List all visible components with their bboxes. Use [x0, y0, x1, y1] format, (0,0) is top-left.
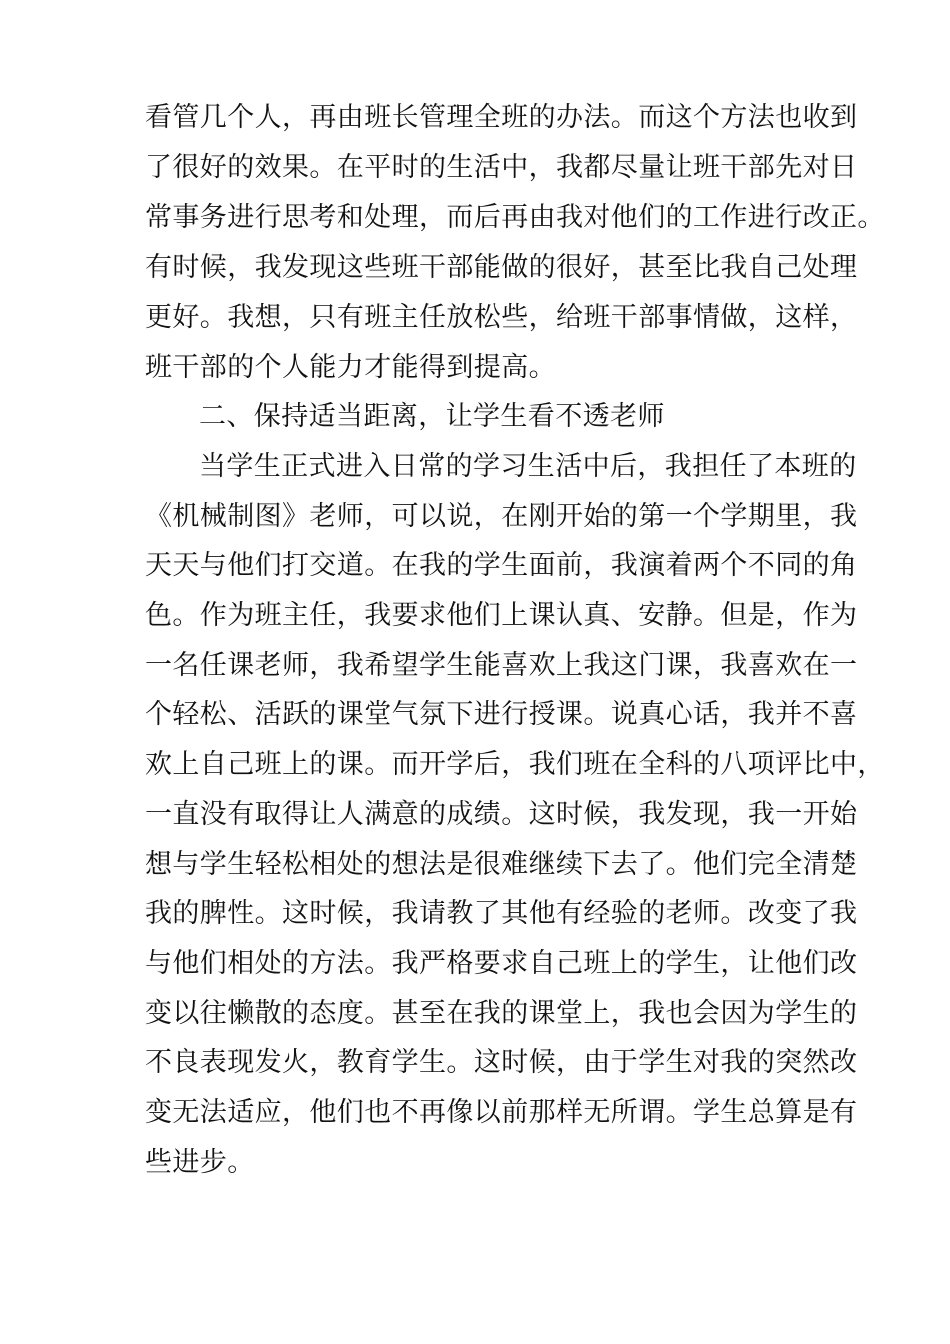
text-line: 一直没有取得让人满意的成绩。这时候，我发现，我一开始 [145, 799, 858, 830]
text-line: 与他们相处的方法。我严格要求自己班上的学生，让他们改 [145, 948, 858, 979]
section-heading: 二、保持适当距离，让学生看不透老师 [199, 401, 665, 432]
text-line: 了很好的效果。在平时的生活中，我都尽量让班干部先对日 [145, 152, 858, 183]
text-line: 常事务进行思考和处理，而后再由我对他们的工作进行改正。 [145, 202, 885, 233]
text-line: 当学生正式进入日常的学习生活中后，我担任了本班的 [199, 451, 857, 482]
text-line: 天天与他们打交道。在我的学生面前，我演着两个不同的角 [145, 550, 858, 581]
text-line: 变以往懒散的态度。甚至在我的课堂上，我也会因为学生的 [145, 998, 858, 1029]
text-line: 个轻松、活跃的课堂气氛下进行授课。说真心话，我并不喜 [145, 699, 858, 730]
text-line: 想与学生轻松相处的想法是很难继续下去了。他们完全清楚 [145, 849, 858, 880]
text-line: 班干部的个人能力才能得到提高。 [145, 352, 556, 383]
text-line: 不良表现发火，教育学生。这时候，由于学生对我的突然改 [145, 1047, 858, 1078]
text-line: 色。作为班主任，我要求他们上课认真、安静。但是，作为 [145, 600, 858, 631]
text-line: 欢上自己班上的课。而开学后，我们班在全科的八项评比中， [145, 749, 885, 780]
text-line: 我的脾性。这时候，我请教了其他有经验的老师。改变了我 [145, 898, 858, 929]
text-line: 更好。我想，只有班主任放松些，给班干部事情做，这样， [145, 302, 858, 333]
text-line: 有时候，我发现这些班干部能做的很好，甚至比我自己处理 [145, 252, 858, 283]
text-line: 变无法适应，他们也不再像以前那样无所谓。学生总算是有 [145, 1097, 858, 1128]
text-line: 《机械制图》老师，可以说，在刚开始的第一个学期里，我 [145, 501, 858, 532]
text-line: 一名任课老师，我希望学生能喜欢上我这门课，我喜欢在一 [145, 650, 858, 681]
text-line: 看管几个人，再由班长管理全班的办法。而这个方法也收到 [145, 102, 858, 133]
text-line: 些进步。 [145, 1147, 255, 1178]
